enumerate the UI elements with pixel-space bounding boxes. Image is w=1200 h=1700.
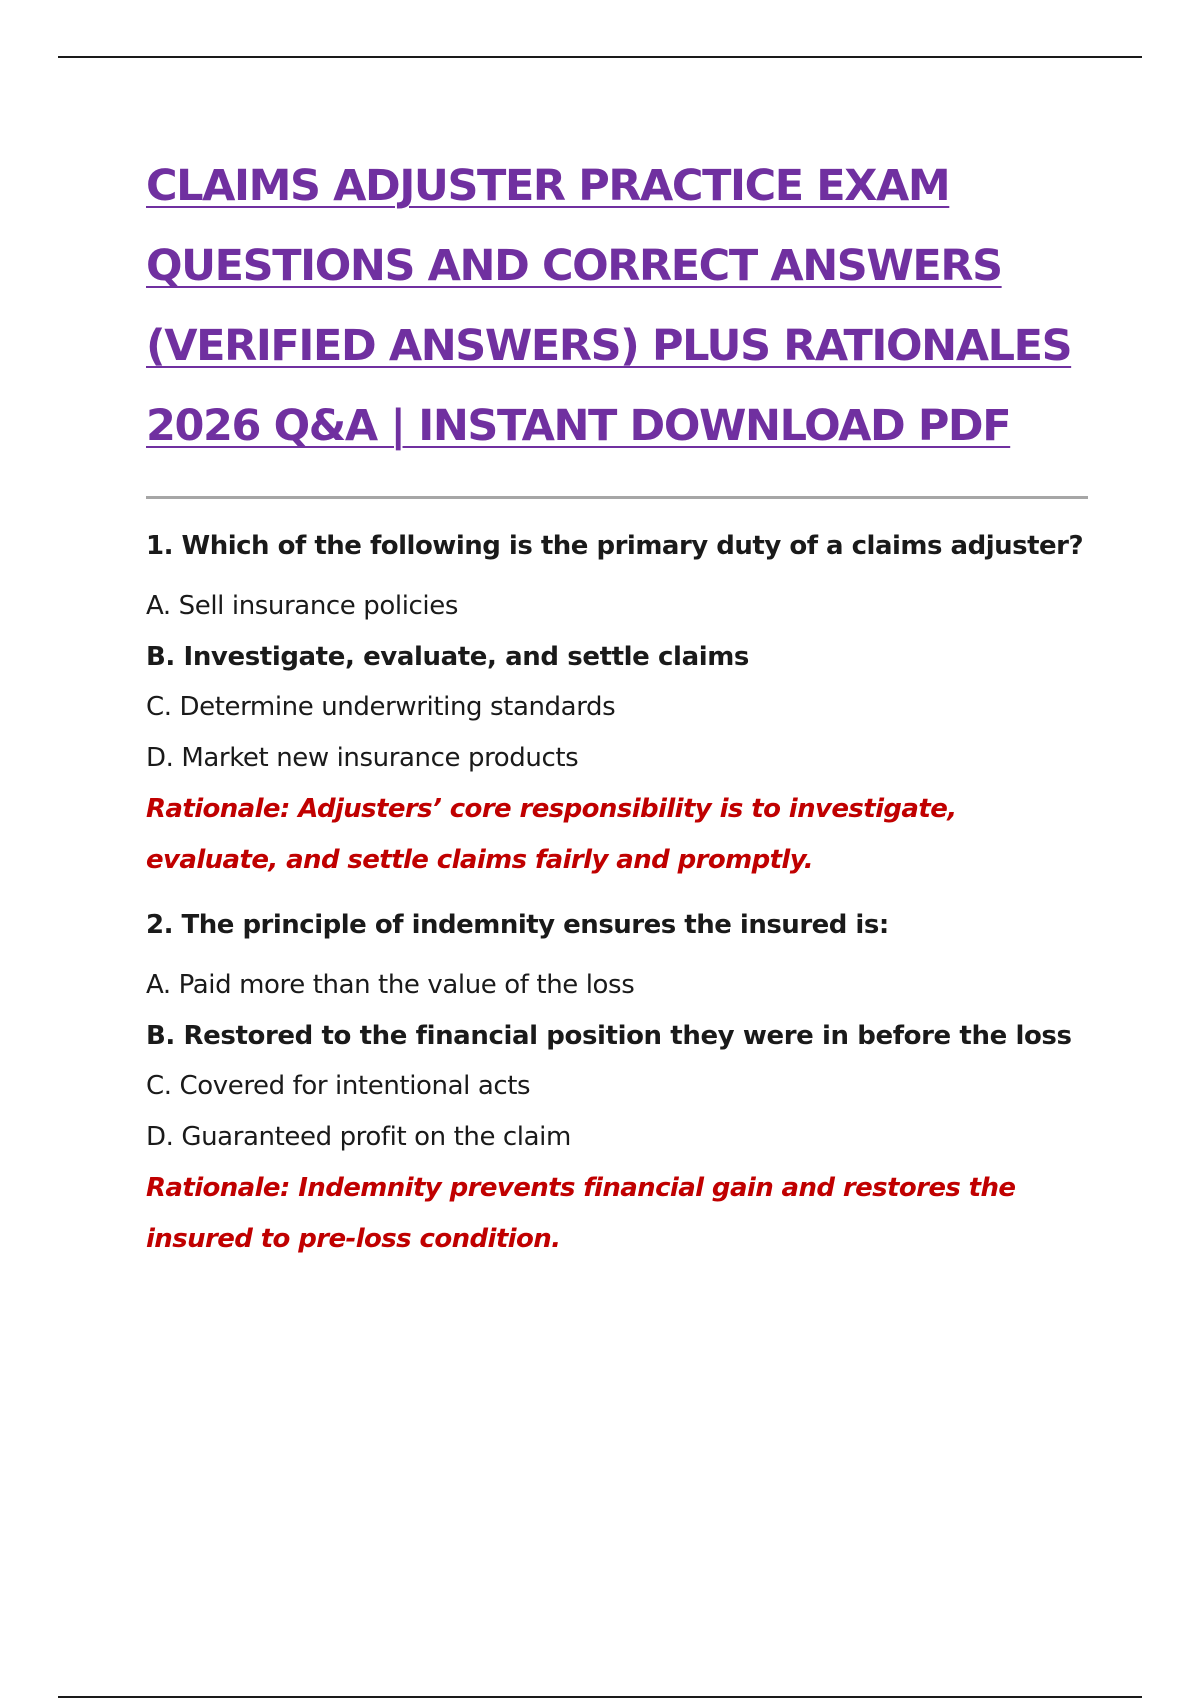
answer-option-a: A. Paid more than the value of the loss (146, 970, 635, 1000)
section-divider (146, 496, 1088, 499)
answer-option-a: A. Sell insurance policies (146, 591, 458, 621)
answer-options (146, 960, 1088, 1163)
document-body (146, 146, 1088, 1265)
answer-option-c: C. Determine underwriting standards (146, 692, 616, 722)
document-title (146, 146, 1088, 466)
question-text: 2. The principle of indemnity ensures the insured is: (146, 910, 889, 940)
rationale-text: Rationale: Indemnity prevents financial gain and restores the insured to pre-loss condition. (146, 1173, 1016, 1254)
top-rule (58, 56, 1142, 58)
question-block-2 (146, 900, 1088, 1265)
answer-option-d: D. Guaranteed profit on the claim (146, 1122, 571, 1152)
rationale-text: Rationale: Adjusters’ core responsibility is to investigate, evaluate, and settle claims fairly and promptly. (146, 794, 957, 875)
answer-option-b-correct: B. Investigate, evaluate, and settle claims (146, 642, 749, 672)
question-block-1 (146, 521, 1088, 886)
title-line: QUESTIONS AND CORRECT ANSWERS (146, 241, 1002, 291)
answer-option-d: D. Market new insurance products (146, 743, 579, 773)
answer-option-c: C. Covered for intentional acts (146, 1071, 531, 1101)
title-line: 2026 Q&A | INSTANT DOWNLOAD PDF (146, 401, 1011, 451)
title-line: (VERIFIED ANSWERS) PLUS RATIONALES (146, 321, 1072, 371)
answer-options (146, 581, 1088, 784)
bottom-rule (58, 1696, 1142, 1698)
question-text: 1. Which of the following is the primary duty of a claims adjuster? (146, 531, 1084, 561)
answer-option-b-correct: B. Restored to the financial position they were in before the loss (146, 1021, 1072, 1051)
title-line: CLAIMS ADJUSTER PRACTICE EXAM (146, 161, 950, 211)
